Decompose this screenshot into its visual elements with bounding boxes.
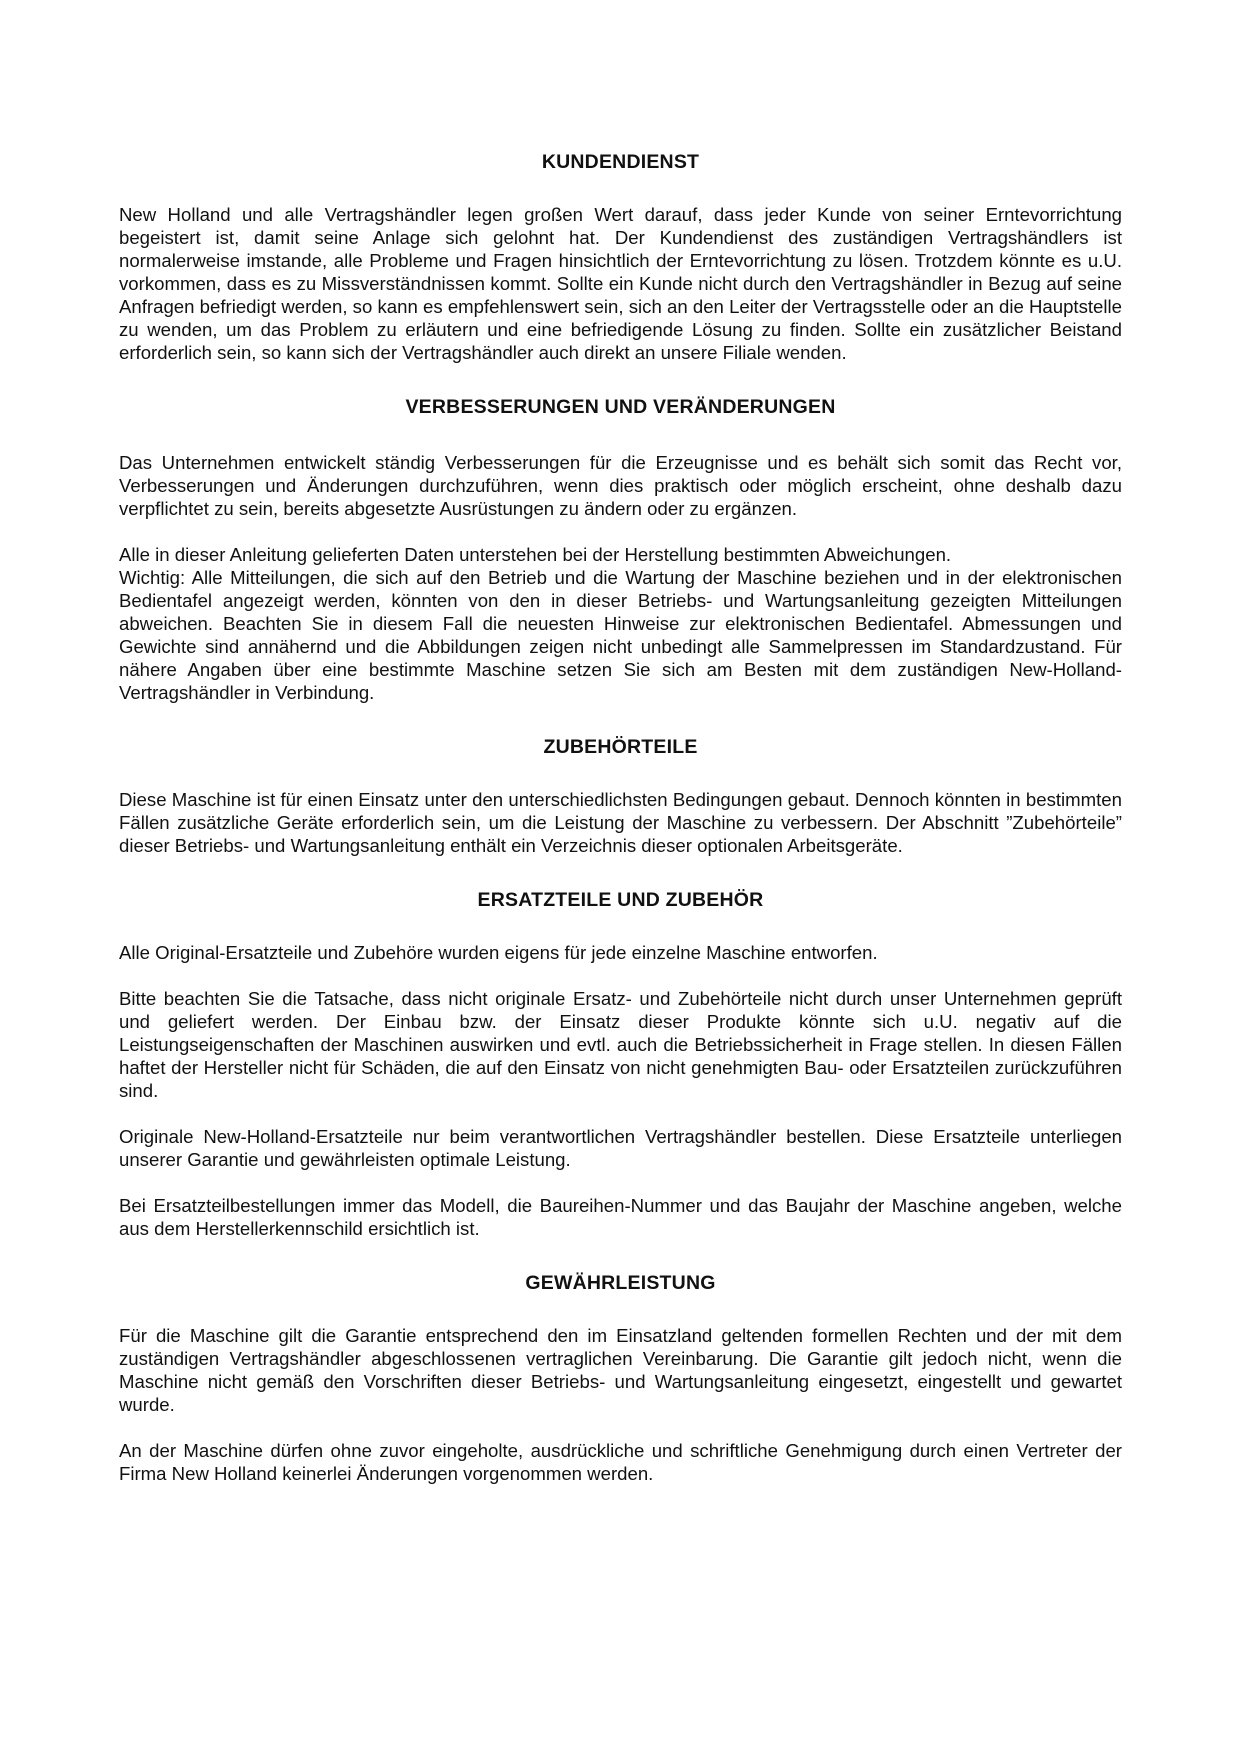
heading-zubehoerteile: ZUBEHÖRTEILE [543, 736, 698, 758]
paragraph-verbesserungen-2: Alle in dieser Anleitung gelieferten Daten unterstehen bei der Herstellung bestimmten Abweichungen. [119, 544, 952, 565]
paragraph-verbesserungen-3: Wichtig: Alle Mitteilungen, die sich auf den Betrieb und die Wartung der Maschine beziehen und in der elektronischen Bedientafel angezeigt werden, könnten von den in dieser Betriebs- und Wartungsanleitung gezeigten Mitteilungen abweichen. Beachten Sie in diesem Fall die neuesten Hinweise zur elektronischen Bedientafel. Abmessungen und Gewichte sind annähernd und die Abbildungen zeigen nicht unbedingt alle Sammelpressen im Standardzustand. Für nähere Angaben über eine bestimmte Maschine setzen Sie sich am Besten mit dem zuständigen New-Holland-Vertragshändler in Verbindung. [119, 567, 1122, 703]
paragraph-gewaehrleistung-1: Für die Maschine gilt die Garantie entsprechend den im Einsatzland geltenden formellen Rechten und der mit dem zuständigen Vertragshändler abgeschlossenen vertraglichen Vereinbarung. Die Garantie gilt jedoch nicht, wenn die Maschine nicht gemäß den Vorschriften dieser Betriebs- und Wartungsanleitung eingesetzt, eingestellt und gewartet wurde. [119, 1325, 1122, 1415]
paragraph-ersatzteile-1: Alle Original-Ersatzteile und Zubehöre wurden eigens für jede einzelne Maschine entworfen. [119, 942, 878, 963]
paragraph-ersatzteile-2: Bitte beachten Sie die Tatsache, dass nicht originale Ersatz- und Zubehörteile nicht durch unser Unternehmen geprüft und geliefert werden. Der Einbau bzw. der Einsatz dieser Produkte könnte sich u.U. negativ auf die Leistungseigenschaften der Maschinen auswirken und evtl. auch die Betriebssicherheit in Frage stellen. In diesen Fällen haftet der Hersteller nicht für Schäden, die auf den Einsatz von nicht genehmigten Bau- oder Ersatzteilen zurückzuführen sind. [119, 988, 1122, 1101]
paragraph-ersatzteile-3: Originale New-Holland-Ersatzteile nur beim verantwortlichen Vertragshändler bestellen. Diese Ersatzteile unterliegen unserer Garantie und gewährleisten optimale Leistung. [119, 1126, 1122, 1170]
paragraph-kundendienst: New Holland und alle Vertragshändler legen großen Wert darauf, dass jeder Kunde von seiner Erntevorrichtung begeistert ist, damit seine Anlage sich gelohnt hat. Der Kundendienst des zuständigen Vertragshändlers ist normalerweise imstande, alle Probleme und Fragen hinsichtlich der Erntevorrichtung zu lösen. Trotzdem könnte es u.U. vorkommen, dass es zu Missverständnissen kommt. Sollte ein Kunde nicht durch den Vertragshändler in Bezug auf seine Anfragen befriedigt werden, so kann es empfehlenswert sein, sich an den Leiter der Vertragsstelle oder an die Hauptstelle zu wenden, um das Problem zu erläutern und eine befriedigende Lösung zu finden. Sollte ein zusätzlicher Beistand erforderlich sein, so kann sich der Vertragshändler auch direkt an unsere Filiale wenden. [119, 204, 1122, 363]
paragraph-verbesserungen-1: Das Unternehmen entwickelt ständig Verbesserungen für die Erzeugnisse und es behält sich somit das Recht vor, Verbesserungen und Änderungen durchzuführen, wenn dies praktisch oder möglich erscheint, ohne deshalb dazu verpflichtet zu sein, bereits abgesetzte Ausrüstungen zu ändern oder zu ergänzen. [119, 452, 1122, 519]
heading-kundendienst: KUNDENDIENST [541, 151, 700, 173]
heading-gewaehrleistung: GEWÄHRLEISTUNG [525, 1272, 716, 1294]
heading-verbesserungen: VERBESSERUNGEN UND VERÄNDERUNGEN [405, 396, 836, 418]
document-page [119, 150, 1122, 1485]
paragraph-ersatzteile-4: Bei Ersatzteilbestellungen immer das Modell, die Baureihen-Nummer und das Baujahr der Maschine angeben, welche aus dem Herstellerkennschild ersichtlich ist. [119, 1195, 1122, 1239]
paragraph-zubehoerteile: Diese Maschine ist für einen Einsatz unter den unterschiedlichsten Bedingungen gebaut. Dennoch könnten in bestimmten Fällen zusätzliche Geräte erforderlich sein, um die Leistung der Maschine zu verbessern. Der Abschnitt ”Zubehörteile” dieser Betriebs- und Wartungsanleitung enthält ein Verzeichnis dieser optionalen Arbeitsgeräte. [119, 789, 1122, 856]
heading-ersatzteile: ERSATZTEILE UND ZUBEHÖR [477, 889, 764, 911]
paragraph-gewaehrleistung-2: An der Maschine dürfen ohne zuvor eingeholte, ausdrückliche und schriftliche Genehmigung durch einen Vertreter der Firma New Holland keinerlei Änderungen vorgenommen werden. [119, 1440, 1122, 1484]
